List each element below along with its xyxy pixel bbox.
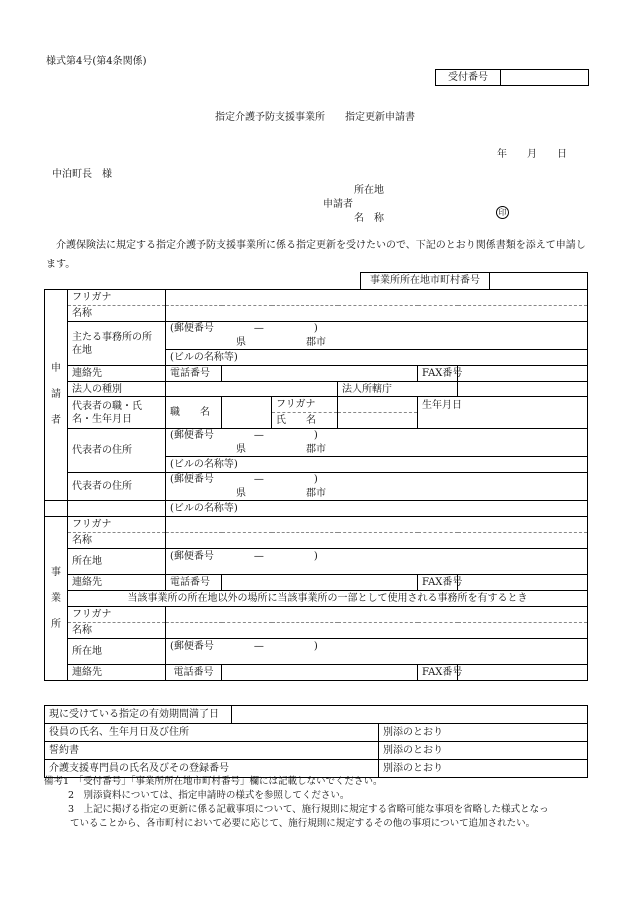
applicant-furigana-field[interactable] <box>166 290 588 306</box>
note-1: 備考1 「受付番号」「事業所所在地市町村番号」欄には記載しないでください。 <box>44 776 383 787</box>
note-3b: ていることから、各市町村において必要に応じて、施行規則に規定するその他の事項について追加されたい。 <box>70 818 536 829</box>
office-phone-field[interactable] <box>222 575 418 591</box>
applicant-fax-label: FAX番号 <box>418 366 458 382</box>
rep-title-name-label: 代表者の職・氏名・生年月日 <box>68 397 166 429</box>
addressee: 中泊町長 様 <box>52 169 112 180</box>
office-postal[interactable]: (郵便番号 — ) <box>166 549 588 575</box>
corp-type-label: 法人の種別 <box>68 382 166 397</box>
office-fax-field[interactable] <box>458 575 588 591</box>
applicant-phone-field[interactable] <box>222 366 418 382</box>
office-furigana-field[interactable] <box>166 517 588 533</box>
office2-furigana-label: フリガナ <box>68 607 166 623</box>
office2-phone-field[interactable] <box>222 665 418 681</box>
receipt-number-box <box>435 69 589 86</box>
care-manager-label: 介護支援専門員の氏名及びその登録番号 <box>45 760 379 778</box>
applicant-name-label: 名称 <box>68 306 166 322</box>
rep-name-label: 氏 名 <box>272 413 338 429</box>
rep-address-label-2: 代表者の住所 <box>68 473 166 501</box>
other-office-note: 当該事業所の所在地以外の場所に当該事業所の一部として使用される事務所を有するとき <box>68 591 588 607</box>
rep-furigana-label: フリガナ <box>272 397 338 413</box>
seal-icon: 印 <box>496 206 509 219</box>
receipt-number-field[interactable] <box>501 70 588 85</box>
office-contact-label: 連絡先 <box>68 575 166 591</box>
corp-type-field[interactable] <box>166 382 338 397</box>
main-office-building[interactable]: (ビルの名称等) <box>166 350 588 366</box>
office-phone-label: 電話番号 <box>166 575 222 591</box>
office-name-label: 名称 <box>68 533 166 549</box>
rep-address-building-2[interactable]: (ビルの名称等) <box>166 501 588 517</box>
office2-phone-label: 電話番号 <box>166 665 222 681</box>
job-title-label: 職 名 <box>166 397 222 429</box>
office2-fax-label: FAX番号 <box>418 665 458 681</box>
note-2: 2 別添資料については、指定申請時の様式を参照してください。 <box>68 790 350 801</box>
office-furigana-label: フリガナ <box>68 517 166 533</box>
rep-address-postal-2[interactable]: (郵便番号 — ) <box>166 473 588 487</box>
office2-location-label: 所在地 <box>68 639 166 665</box>
care-manager-value: 別添のとおり <box>379 760 588 778</box>
notes <box>44 775 589 831</box>
municipality-number-field[interactable] <box>490 273 587 289</box>
municipality-number-label: 事業所所在地市町村番号 <box>361 273 490 289</box>
application-table <box>44 289 588 681</box>
date-line: 年 月 日 <box>497 149 567 160</box>
applicant-contact-label: 連絡先 <box>68 366 166 382</box>
rep-address-prefecture-2[interactable]: 県 郡市 <box>166 487 588 501</box>
main-office-prefecture[interactable]: 県 郡市 <box>166 336 588 350</box>
office-fax-label: FAX番号 <box>418 575 458 591</box>
rep-furigana-field[interactable] <box>338 397 418 413</box>
officers-label: 役員の氏名、生年月日及び住所 <box>45 724 379 742</box>
office2-postal[interactable]: (郵便番号 — ) <box>166 639 588 665</box>
municipality-number-box <box>360 272 588 290</box>
rep-name-field[interactable] <box>338 413 418 429</box>
main-office-postal[interactable]: (郵便番号 — ) <box>166 322 588 336</box>
office2-fax-field[interactable] <box>458 665 588 681</box>
receipt-number-label: 受付番号 <box>436 70 501 85</box>
rep-address-prefecture-1[interactable]: 県 郡市 <box>166 443 588 457</box>
job-title-field[interactable] <box>222 397 272 429</box>
birth-date-label: 生年月日 <box>418 397 588 429</box>
officers-value: 別添のとおり <box>379 724 588 742</box>
office2-furigana-field[interactable] <box>166 607 588 623</box>
applicant-name-label: 名 称 <box>354 213 384 224</box>
applicant-furigana-label: フリガナ <box>68 290 166 306</box>
applicant-side-label: 申 請 者 <box>45 290 68 501</box>
note-3a: 3 上記に掲げる指定の更新に係る記載事項について、施行規則に規定する省略可能な事項を省略した様式となっ <box>68 804 549 815</box>
rep-address-label-1: 代表者の住所 <box>68 429 166 473</box>
office-name-field[interactable] <box>166 533 588 549</box>
corp-authority-field[interactable] <box>458 382 588 397</box>
office2-name-field[interactable] <box>166 623 588 639</box>
form-number: 様式第4号(第4条関係) <box>46 56 147 67</box>
office2-name-label: 名称 <box>68 623 166 639</box>
applicant-fax-field[interactable] <box>458 366 588 382</box>
intro-text: 介護保険法に規定する指定介護予防支援事業所に係る指定更新を受けたいので、下記のとおり関係書類を添えて申請します。 <box>46 240 586 270</box>
pledge-value: 別添のとおり <box>379 742 588 760</box>
applicant-phone-label: 電話番号 <box>166 366 222 382</box>
document-title: 指定介護予防支援事業所 指定更新申請書 <box>215 112 415 123</box>
applicant-label: 申請者 <box>323 199 353 210</box>
validity-expiry-label: 現に受けている指定の有効期間満了日 <box>45 706 232 724</box>
applicant-name-field[interactable] <box>166 306 588 322</box>
corp-authority-label: 法人所轄庁 <box>338 382 458 397</box>
office2-contact-label: 連絡先 <box>68 665 166 681</box>
rep-address-building-1[interactable]: (ビルの名称等) <box>166 457 588 473</box>
applicant-location-label: 所在地 <box>354 185 384 196</box>
attachments-table <box>44 705 588 778</box>
main-office-address-label: 主たる事務所の所在地 <box>68 322 166 366</box>
validity-expiry-field[interactable] <box>232 706 588 724</box>
pledge-label: 誓約書 <box>45 742 379 760</box>
rep-address-postal-1[interactable]: (郵便番号 — ) <box>166 429 588 443</box>
office-location-label: 所在地 <box>68 549 166 575</box>
office-side-label: 事 業 所 <box>45 517 68 681</box>
